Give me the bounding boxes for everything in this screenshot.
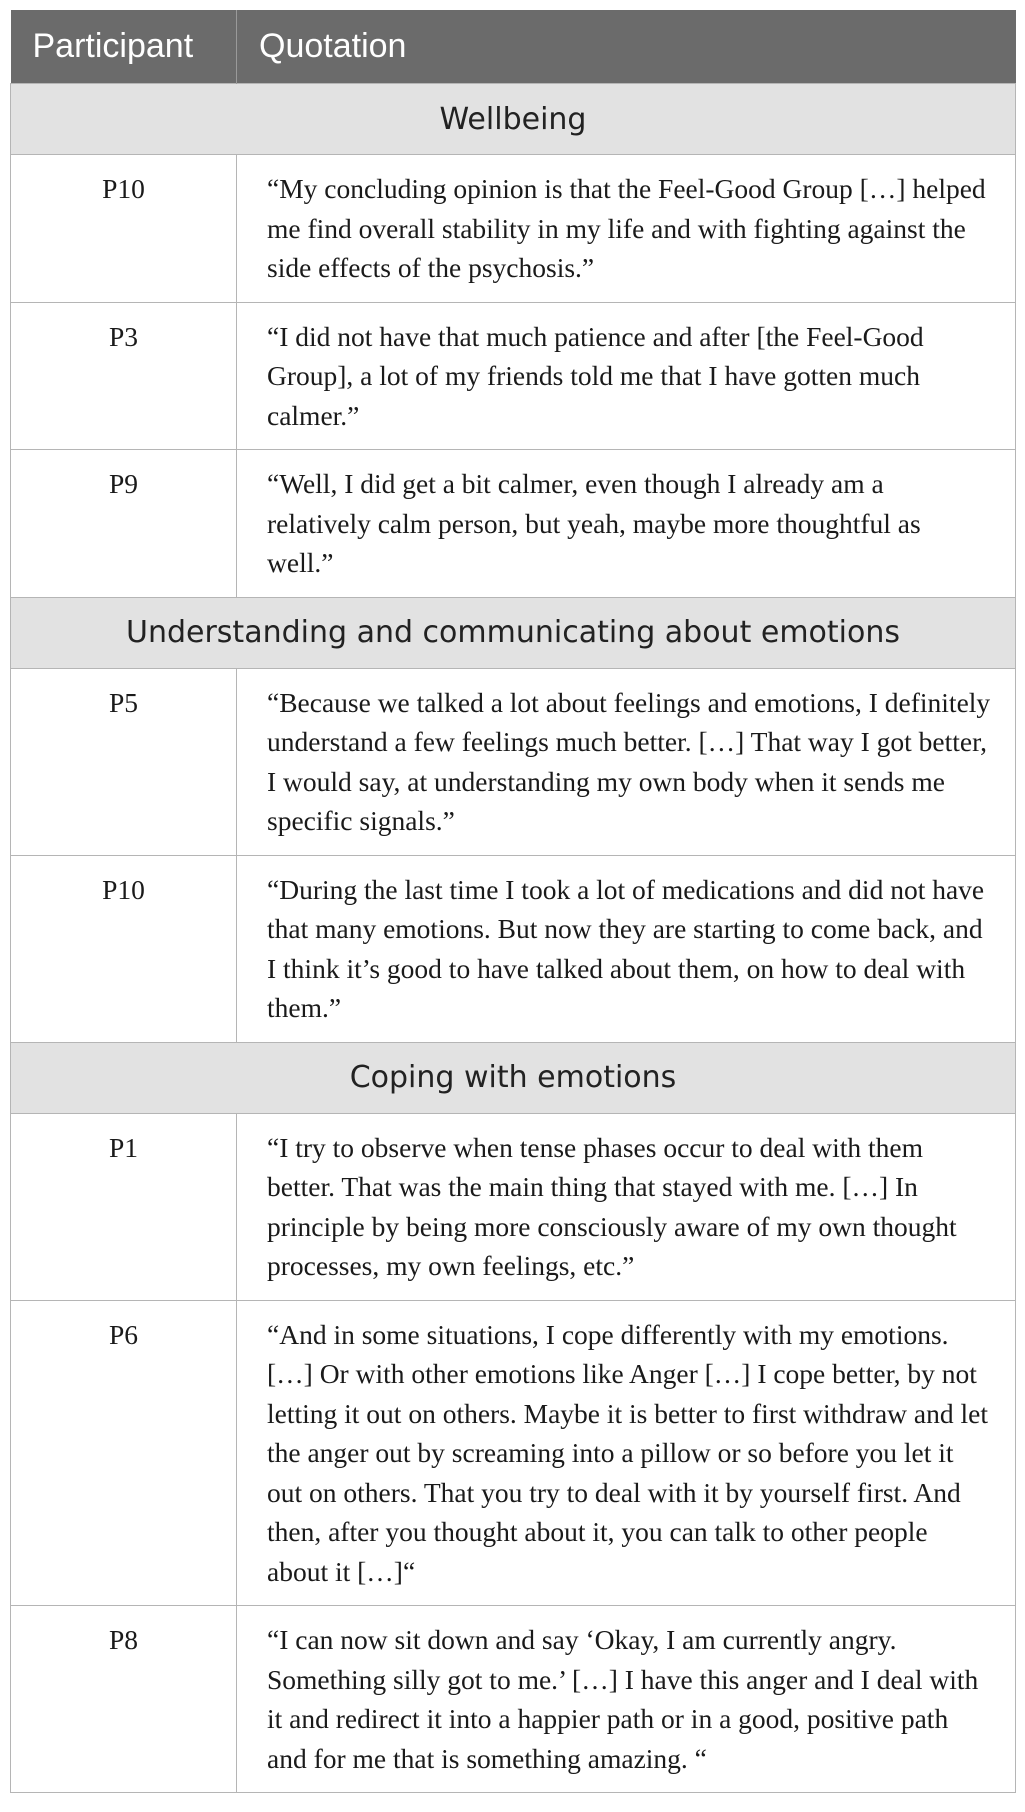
quotation-table-container bbox=[10, 10, 1015, 1793]
quotation-text: “My concluding opinion is that the Feel-Good Group […] helped me find overall stability in my life and with fighting against the side effects of the psychosis.” bbox=[237, 155, 1016, 303]
quotation-text: “Well, I did get a bit calmer, even though I already am a relatively calm person, but yeah, maybe more thoughtful as well.” bbox=[237, 450, 1016, 598]
participant-id: P9 bbox=[11, 450, 237, 598]
header-participant: Participant bbox=[11, 10, 237, 84]
header-quotation: Quotation bbox=[237, 10, 1016, 84]
participant-id: P6 bbox=[11, 1300, 237, 1606]
quotation-text: “I did not have that much patience and after [the Feel-Good Group], a lot of my friends told me that I have gotten much calmer.” bbox=[237, 302, 1016, 450]
table-row bbox=[11, 1300, 1016, 1606]
participant-id: P8 bbox=[11, 1606, 237, 1793]
section-heading-wellbeing bbox=[11, 84, 1016, 155]
quotation-text: “I can now sit down and say ‘Okay, I am currently angry. Something silly got to me.’ […] I have this anger and I deal with it and redirect it into a happier path or in a good, positive path and for me that is something amazing. “ bbox=[237, 1606, 1016, 1793]
section-heading-coping-emotions bbox=[11, 1042, 1016, 1113]
participant-id: P3 bbox=[11, 302, 237, 450]
participant-id: P10 bbox=[11, 855, 237, 1042]
quotation-text: “I try to observe when tense phases occur to deal with them better. That was the main thing that stayed with me. […] In principle by being more consciously aware of my own thought processes, my own feelings, etc.” bbox=[237, 1113, 1016, 1300]
participant-id: P1 bbox=[11, 1113, 237, 1300]
table-row bbox=[11, 155, 1016, 303]
table-row bbox=[11, 855, 1016, 1042]
participant-id: P5 bbox=[11, 668, 237, 855]
section-title: Understanding and communicating about emotions bbox=[11, 597, 1016, 668]
table-row bbox=[11, 302, 1016, 450]
section-heading-understanding-emotions bbox=[11, 597, 1016, 668]
table-row bbox=[11, 450, 1016, 598]
participant-id: P10 bbox=[11, 155, 237, 303]
section-title: Coping with emotions bbox=[11, 1042, 1016, 1113]
quotation-text: “During the last time I took a lot of medications and did not have that many emotions. But now they are starting to come back, and I think it’s good to have talked about them, on how to deal with them.” bbox=[237, 855, 1016, 1042]
quotation-text: “And in some situations, I cope differently with my emotions. […] Or with other emotions like Anger […] I cope better, by not letting it out on others. Maybe it is better to first withdraw and let the anger out by screaming into a pillow or so before you let it out on others. That you try to deal with it by yourself first. And then, after you thought about it, you can talk to other people about it […]“ bbox=[237, 1300, 1016, 1606]
table-row bbox=[11, 1606, 1016, 1793]
table-row bbox=[11, 1113, 1016, 1300]
section-title: Wellbeing bbox=[11, 84, 1016, 155]
quotation-text: “Because we talked a lot about feelings and emotions, I definitely understand a few feelings much better. […] That way I got better, I would say, at understanding my own body when it sends me specific signals.” bbox=[237, 668, 1016, 855]
header-row bbox=[11, 10, 1016, 84]
table-row bbox=[11, 668, 1016, 855]
quotation-table bbox=[10, 10, 1016, 1793]
